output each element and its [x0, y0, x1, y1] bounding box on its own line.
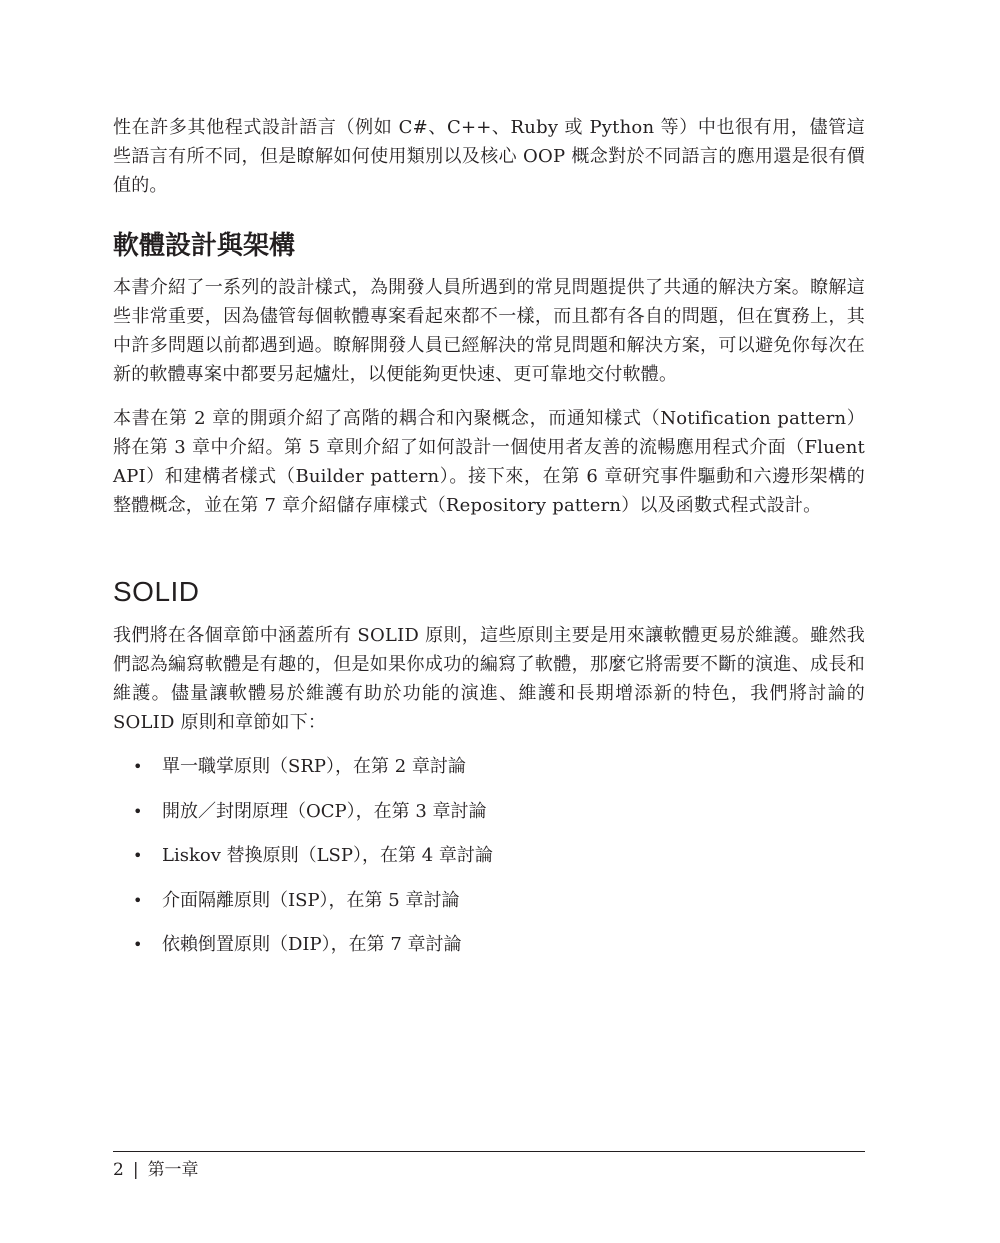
- design-paragraph-1: 本書介紹了一系列的設計樣式，為開發人員所遇到的常見問題提供了共通的解決方案。瞭解這些非常重要，因為儘管每個軟體專案看起來都不一樣，而且都有各自的問題，但在實務上，其中許多問題以前都遇到過。瞭解開發人員已經解決的常見問題和解決方案，可以避免你每次在新的軟體專案中都要另起爐灶，以便能夠更快速、更可靠地交付軟體。: [113, 277, 865, 385]
- list-item-text: 開放／封閉原理（OCP），在第 3 章討論: [162, 800, 487, 822]
- list-item-isp: [113, 886, 865, 931]
- bullet-icon: •: [133, 757, 143, 776]
- list-item-text: 單一職掌原則（SRP），在第 2 章討論: [162, 756, 466, 777]
- bullet-icon: •: [133, 801, 143, 821]
- list-item-srp: [113, 752, 865, 797]
- chapter-label: 第一章: [147, 1160, 199, 1180]
- section-heading-design: 軟體設計與架構: [113, 231, 296, 261]
- bullet-icon: •: [133, 846, 143, 865]
- bullet-icon: •: [133, 890, 143, 910]
- bullet-icon: •: [133, 935, 143, 954]
- list-item-text: 依賴倒置原則（DIP），在第 7 章討論: [162, 934, 462, 955]
- intro-paragraph: 性在許多其他程式設計語言（例如 C#、C++、Ruby 或 Python 等）中也很有用，儘管這些語言有所不同，但是瞭解如何使用類別以及核心 OOP 概念對於不同語言的應用還是很有價值的。: [113, 117, 865, 196]
- solid-principles-list: [113, 752, 865, 975]
- solid-paragraph: 我們將在各個章節中涵蓋所有 SOLID 原則，這些原則主要是用來讓軟體更易於維護。雖然我們認為編寫軟體是有趣的，但是如果你成功的編寫了軟體，那麼它將需要不斷的演進、成長和維護。儘量讓軟體易於維護有助於功能的演進、維護和長期增添新的特色，我們將討論的 SOLID 原則和章節如下：: [113, 625, 865, 733]
- list-item-text: 介面隔離原則（ISP），在第 5 章討論: [162, 889, 460, 911]
- list-item-dip: [113, 930, 865, 975]
- section-heading-solid: SOLID: [113, 576, 200, 607]
- list-item-ocp: [113, 797, 865, 842]
- list-item-lsp: [113, 841, 865, 886]
- footer-divider: [113, 1151, 865, 1152]
- design-paragraph-2: 本書在第 2 章的開頭介紹了高階的耦合和內聚概念，而通知樣式（Notification pattern）將在第 3 章中介紹。第 5 章則介紹了如何設計一個使用者友善的流暢應用程式介面（Fluent API）和建構者樣式（Builder pattern）。接下來，在第 6 章研究事件驅動和六邊形架構的整體概念，並在第 7 章介紹儲存庫樣式（Repository pattern）以及函數式程式設計。: [113, 408, 865, 516]
- page-footer: [113, 1156, 199, 1184]
- list-item-text: Liskov 替換原則（LSP），在第 4 章討論: [162, 845, 493, 866]
- page-number: 2: [113, 1160, 124, 1180]
- footer-separator: |: [132, 1160, 139, 1180]
